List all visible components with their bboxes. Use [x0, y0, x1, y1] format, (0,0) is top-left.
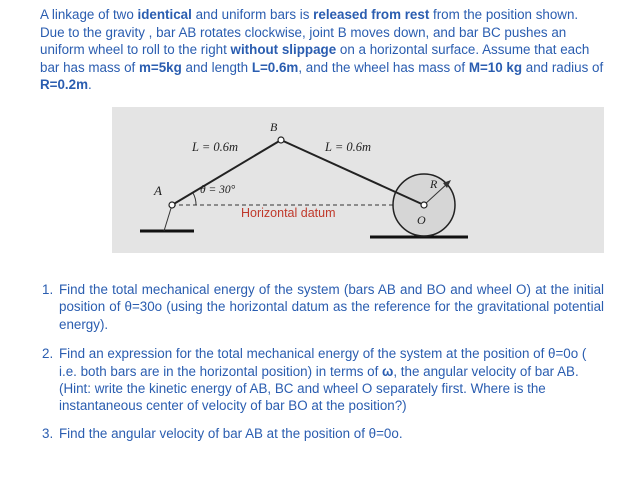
intro-bold-identical: identical [137, 7, 192, 22]
label-o: O [417, 213, 426, 227]
label-length-bo: L = 0.6m [325, 140, 372, 154]
question-2-omega: ω [382, 363, 394, 379]
joint-o [421, 202, 427, 208]
intro-bold-radius: R=0.2m [40, 77, 89, 93]
question-list [42, 281, 604, 442]
intro-text-4: on a horizontal surface. Assume that each bar has mass of [40, 42, 590, 75]
question-1 [42, 281, 604, 333]
intro-bold-length: L=0.6m [251, 59, 299, 75]
intro-text-7: and radius of [522, 59, 604, 75]
intro-text-2: and uniform bars is [191, 7, 314, 22]
intro-bold-mass: m=5kg [139, 59, 182, 75]
label-theta: θ = 30° [200, 184, 236, 196]
pin-support-a [164, 205, 172, 231]
label-r: R [430, 177, 438, 191]
question-3 [42, 425, 604, 442]
label-b: B [270, 120, 278, 134]
question-1-text: Find the total mechanical energy of the system (bars AB and BO and wheel O) at the initial position of θ=30o (using the horizontal datum as the reference for the gravitational potential energy). [59, 282, 604, 332]
label-a: A [154, 183, 162, 198]
question-1-number: 1. [42, 282, 54, 297]
label-length-ab: L = 0.6m [192, 140, 239, 154]
problem-statement [40, 6, 606, 94]
theta-arc [193, 193, 196, 205]
linkage-figure [112, 107, 604, 253]
intro-bold-no-slip: without slippage [230, 42, 337, 58]
label-horizontal-datum: Horizontal datum [241, 206, 336, 220]
intro-text-3: from the position shown. Due to the gravity , bar AB rotates clockwise, joint B moves down, and bar BC pushes an uniform wheel to roll to the right [40, 7, 579, 58]
joint-b [278, 137, 284, 143]
intro-text-5: and length [181, 59, 252, 75]
question-2 [42, 345, 604, 415]
question-3-number: 3. [42, 425, 54, 441]
joint-a [169, 202, 175, 208]
intro-text-8: . [88, 77, 92, 93]
intro-bold-released: released from rest [313, 7, 430, 22]
linkage-diagram [112, 107, 604, 253]
question-2-text-b: , the angular velocity of bar AB. (Hint: write the kinetic energy of AB, BC and wheel O separately first. Where is the instantaneous center of velocity of bar BO at the position?) [59, 363, 579, 414]
question-2-number: 2. [42, 346, 54, 362]
intro-bold-wheel-mass: M=10 kg [468, 59, 523, 75]
intro-text-6: , and the wheel has mass of [298, 59, 469, 75]
intro-text-1: A linkage of two [40, 7, 138, 22]
question-3-text: Find the angular velocity of bar AB at the position of θ=0o. [59, 425, 403, 441]
question-2-text-a: Find an expression for the total mechanical energy of the system at the position of θ=0o ( i.e. both bars are in the horizontal position) in terms of [59, 346, 587, 379]
